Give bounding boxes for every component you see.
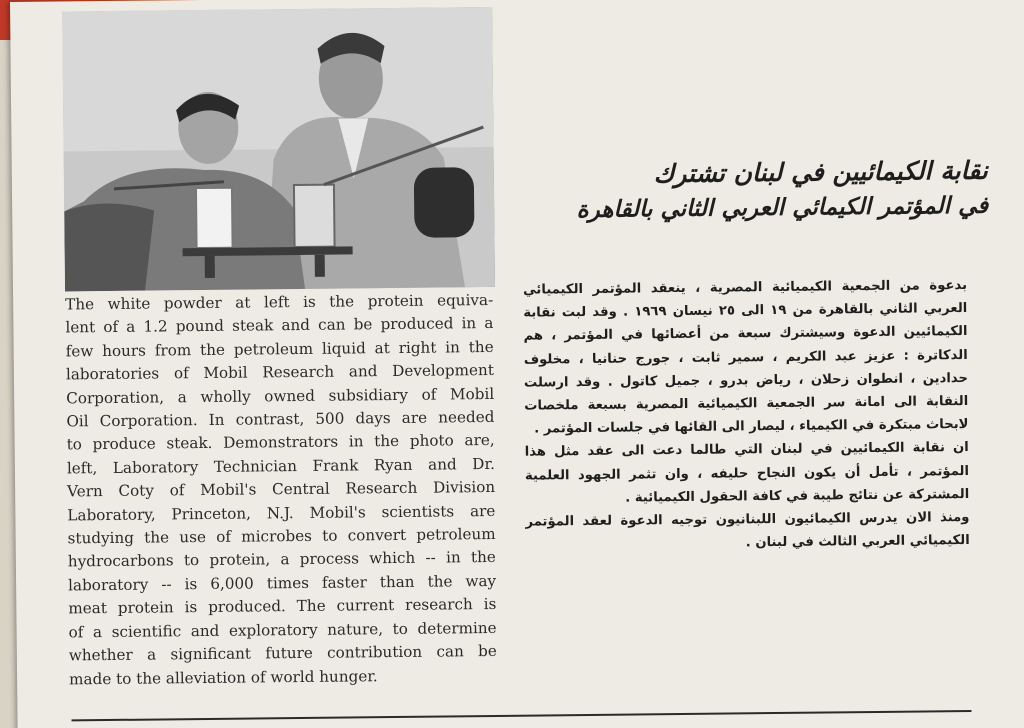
caption-line: Corporation, a wholly owned subsidiary of Mobil — [66, 384, 495, 408]
caption-line: to produce steak. Demonstrators in the photo are, — [66, 431, 495, 454]
caption-line: lent of a 1.2 pound steak and can be produced in a — [65, 314, 494, 337]
caption-line: few hours from the petroleum liquid at right in the — [65, 337, 494, 361]
caption-line: hydrocarbons to protein, a process which -- in the — [67, 548, 496, 571]
article-paragraph-3: ومنذ الان يدرس الكيمائيون اللبنانيون توجيه الدعوة لعقد المؤتمر الكيميائي العربي الثالث في لبنان . — [525, 510, 970, 551]
arabic-headline — [518, 154, 989, 227]
caption-line: laboratories of Mobil Research and Development — [65, 361, 494, 384]
caption-line: left, Laboratory Technician Frank Ryan and Dr. — [66, 454, 495, 478]
caption-line: laboratory -- is 6,000 times faster than the way — [68, 571, 497, 595]
photo-illustration — [62, 7, 495, 291]
caption-line: whether a significant future contribution can be — [68, 642, 497, 665]
article-paragraph-1: بدعوة من الجمعية الكيميائية المصرية ، ينعقد المؤتمر الكيميائي العربي الثاني بالقاهرة من ١٩ الى ٢٥ نيسان ١٩٦٩ . وقد لبت نقابة الكيمائيين الدعوة وسيشترك سبعة من أعضائها في المؤتمر ، هم الدكاترة : عزيز عبد الكريم ، سمير ثابت ، جورج حنانيا ، مخلوف حدادين ، انطوان زحلان ، رياض بدرو ، جميل كاتول . وقد ارسلت النقابة الى امانة سر الجمعية الكيميائية المصرية بسبعة ملخصات لابحاث مبتكرة في الكيمياء ، ليصار الى القائها في جلسات المؤتمر . — [522, 277, 969, 437]
arabic-article — [523, 274, 970, 557]
magazine-page — [10, 0, 1024, 728]
headline-line-1: نقابة الكيمائيين في لبنان تشترك — [653, 155, 988, 189]
photo-caption — [65, 289, 497, 691]
caption-line: The white powder at left is the protein equiva- — [65, 290, 494, 314]
caption-line: studying the use of microbes to convert petroleum — [67, 525, 496, 548]
caption-line: Vern Coty of Mobil's Central Research Division — [67, 478, 496, 501]
caption-line: made to the alleviation of world hunger. — [68, 666, 378, 688]
article-paragraph-2: ان نقابة الكيمائيين في لبنان التي طالما دعت الى عقد مثل هذا المؤتمر ، تأمل أن يكون النجاح حليفه ، وان تثمر الجهود العلمية المشتركة عن نتائج طيبة في كافة الحقول الكيميائية . — [524, 440, 970, 506]
headline-line-2: في المؤتمر الكيمائي العربي الثاني بالقاهرة — [576, 192, 989, 224]
bottom-rule — [72, 710, 972, 721]
caption-line: of a scientific and exploratory nature, to determine — [68, 618, 497, 642]
caption-line: meat protein is produced. The current research is — [68, 595, 497, 618]
caption-line: Laboratory, Princeton, N.J. Mobil's scientists are — [67, 501, 496, 525]
caption-line: Oil Corporation. In contrast, 500 days are needed — [66, 407, 495, 431]
laboratory-photo — [62, 7, 495, 291]
